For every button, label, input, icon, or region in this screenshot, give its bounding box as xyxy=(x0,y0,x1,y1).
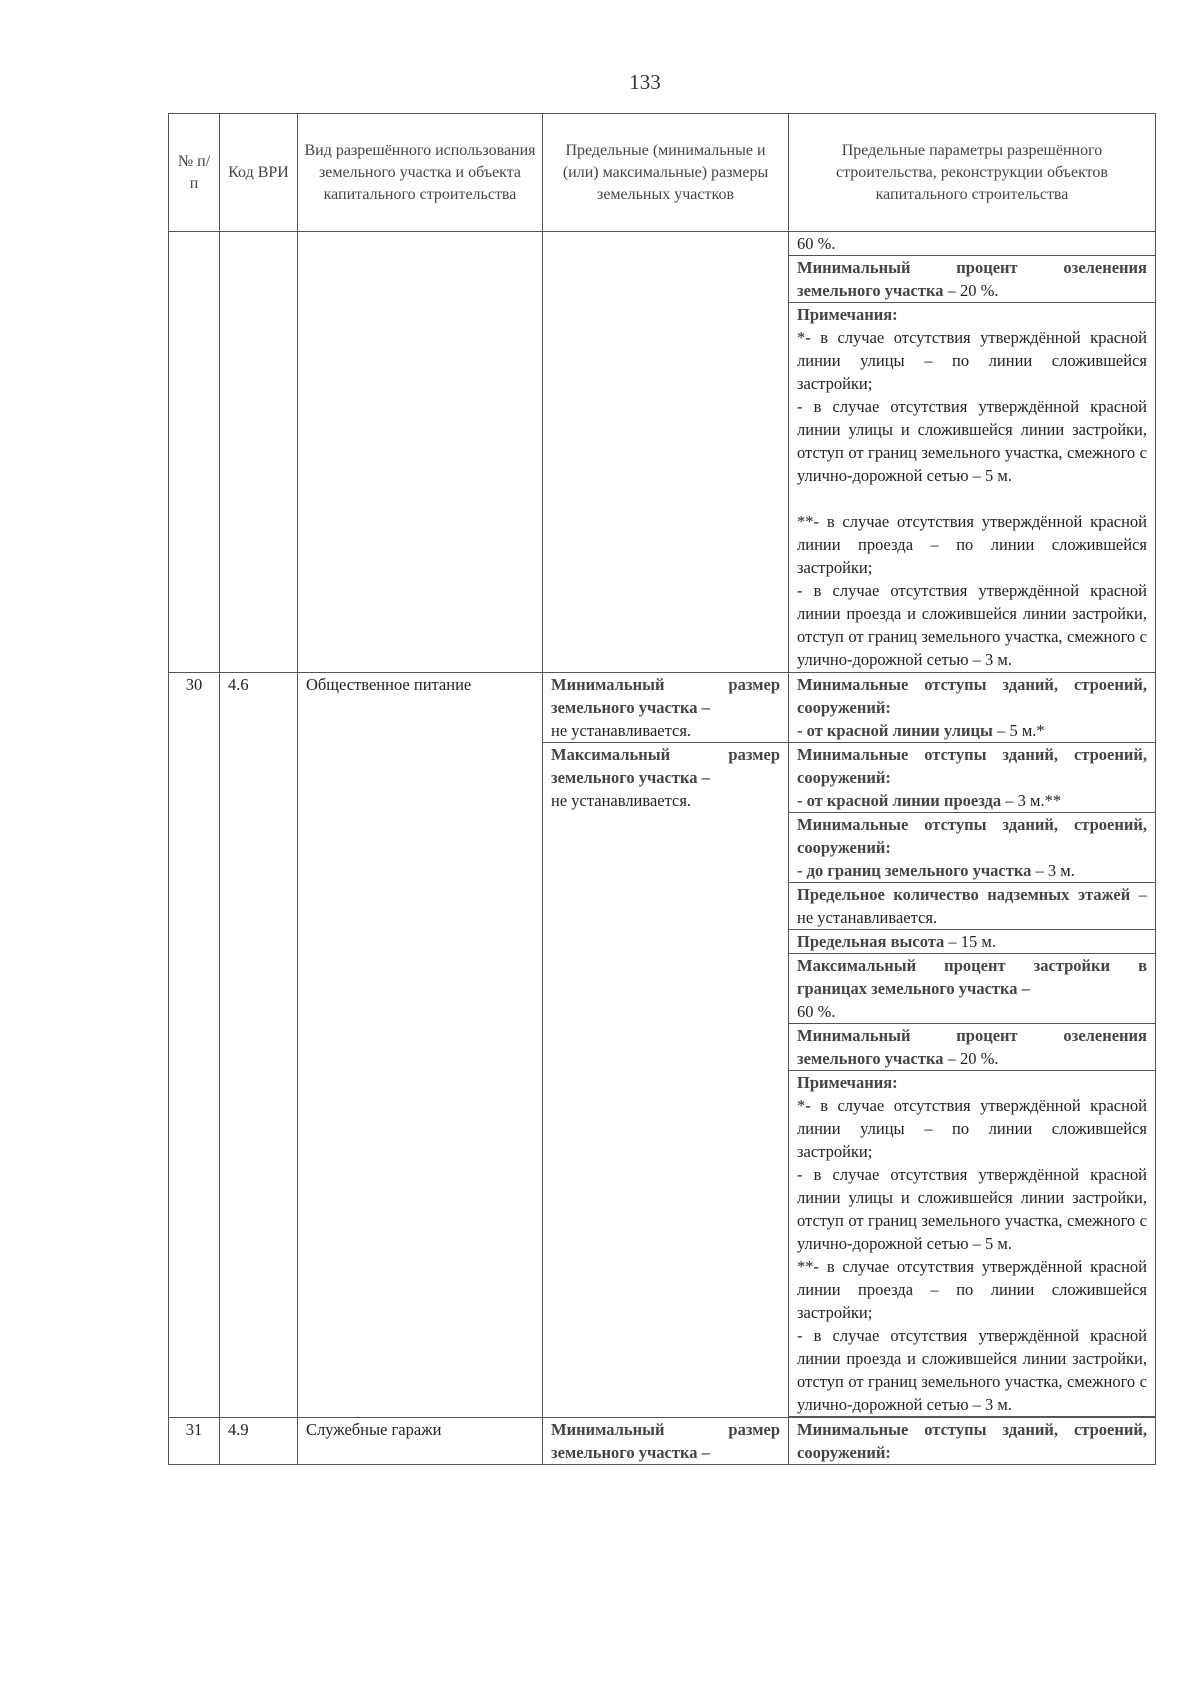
param-offset-street: Минимальные отступы зданий, строений, сооружений: - от красной линии улицы – 5 м.* xyxy=(789,673,1156,743)
row-max-size: Максимальный размер земельного участка – не устанавливается. xyxy=(543,743,789,1418)
note-text: - в случае отсутствия утверждённой красной линии улицы и сложившейся линии застройки, отступ от границ земельного участка, смежного с улично-дорожной сетью – 5 м. xyxy=(797,397,1147,485)
note-text: **- в случае отсутствия утверждённой красной линии проезда – по линии сложившейся застройки; xyxy=(797,1257,1147,1322)
row-use: Служебные гаражи xyxy=(298,1418,543,1465)
header-params: Предельные параметры разрешённого строительства, реконструкции объектов капитального строительства xyxy=(789,114,1156,232)
header-num: № п/п xyxy=(169,114,220,232)
note-text: *- в случае отсутствия утверждённой красной линии улицы – по линии сложившейся застройки; xyxy=(797,328,1147,393)
regulations-table xyxy=(168,113,1156,1465)
table-row-31 xyxy=(169,1418,1156,1465)
header-code: Код ВРИ xyxy=(220,114,298,232)
header-plot-size: Предельные (минимальные и (или) максимальные) размеры земельных участков xyxy=(543,114,789,232)
note-text: *- в случае отсутствия утверждённой красной линии улицы – по линии сложившейся застройки; xyxy=(797,1096,1147,1161)
param-greening: Минимальный процент озеленения земельного участка – 20 %. xyxy=(789,1024,1156,1071)
page-number: 133 xyxy=(629,70,661,94)
param-offset-driveway: Минимальные отступы зданий, строений, сооружений: - от красной линии проезда – 3 м.** xyxy=(789,743,1156,813)
cont-plot-cell xyxy=(543,232,789,673)
note-text: - в случае отсутствия утверждённой красной линии проезда и сложившейся линии застройки, отступ от границ земельного участка, смежного с улично-дорожной сетью – 3 м. xyxy=(797,581,1147,669)
row-num: 31 xyxy=(169,1418,220,1465)
cont-param-greening: Минимальный процент озеленения земельного участка – 20 %. xyxy=(789,256,1156,303)
row-code: 4.6 xyxy=(220,673,298,1418)
param-offsets: Минимальные отступы зданий, строений, сооружений: xyxy=(789,1418,1156,1465)
row-min-size: Минимальный размер земельного участка – не устанавливается. xyxy=(543,673,789,743)
table-row xyxy=(169,232,1156,256)
cont-code-cell xyxy=(220,232,298,673)
param-height: Предельная высота – 15 м. xyxy=(789,930,1156,954)
row-num: 30 xyxy=(169,673,220,1418)
cont-use-cell xyxy=(298,232,543,673)
note-spacer xyxy=(797,487,1147,510)
param-offset-boundary: Минимальные отступы зданий, строений, сооружений: - до границ земельного участка – 3 м. xyxy=(789,813,1156,883)
note-text: - в случае отсутствия утверждённой красной линии улицы и сложившейся линии застройки, отступ от границ земельного участка, смежного с улично-дорожной сетью – 5 м. xyxy=(797,1165,1147,1253)
notes-title: Примечания: xyxy=(797,1073,898,1092)
table-row-30 xyxy=(169,673,1156,743)
param-build-percent: Максимальный процент застройки в границах земельного участка – 60 %. xyxy=(789,954,1156,1024)
cont-num-cell xyxy=(169,232,220,673)
row-code: 4.9 xyxy=(220,1418,298,1465)
note-text: - в случае отсутствия утверждённой красной линии проезда и сложившейся линии застройки, отступ от границ земельного участка, смежного с улично-дорожной сетью – 3 м. xyxy=(797,1326,1147,1414)
cont-param-build-percent: 60 %. xyxy=(789,232,1156,256)
param-floors: Предельное количество надземных этажей – не устанавливается. xyxy=(789,883,1156,930)
cont-notes xyxy=(789,303,1156,673)
notes-title: Примечания: xyxy=(797,305,898,324)
note-text: **- в случае отсутствия утверждённой красной линии проезда – по линии сложившейся застройки; xyxy=(797,512,1147,577)
row-notes xyxy=(789,1071,1156,1417)
row-min-size: Минимальный размер земельного участка – xyxy=(543,1418,789,1465)
header-use: Вид разрешённого использования земельного участка и объекта капитального строительства xyxy=(298,114,543,232)
table-header-row xyxy=(169,114,1156,232)
row-use: Общественное питание xyxy=(298,673,543,1418)
